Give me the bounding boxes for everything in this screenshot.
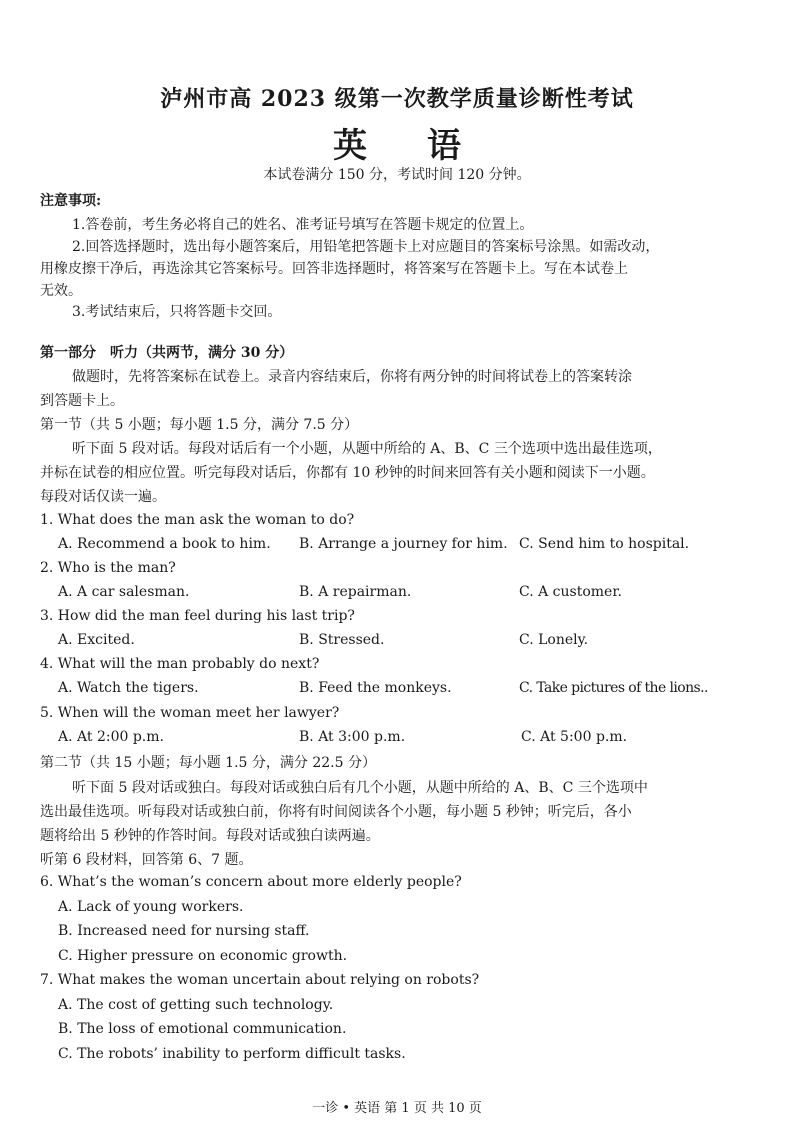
notice-item-2-line-3: 无效。 bbox=[40, 283, 82, 299]
subject-title: 英语 bbox=[333, 126, 521, 166]
section1-line-3: 每段对话仅读一遍。 bbox=[40, 489, 166, 505]
question-2-option-c: C. A customer. bbox=[519, 584, 622, 600]
notice-item-3: 3.考试结束后，只将答题卡交回。 bbox=[72, 304, 282, 320]
question-5-option-a: A. At 2:00 p.m. bbox=[58, 729, 164, 745]
page-footer: 一诊 • 英语 第 1 页 共 10 页 bbox=[312, 1101, 482, 1116]
notice-item-1: 1.答卷前，考生务必将自己的姓名、准考证号填写在答题卡规定的位置上。 bbox=[72, 217, 534, 233]
question-5-stem: 5. When will the woman meet her lawyer? bbox=[40, 705, 340, 721]
question-6-option-a: A. Lack of young workers. bbox=[58, 899, 244, 915]
question-3-option-c: C. Lonely. bbox=[519, 632, 589, 648]
exam-info: 本试卷满分 150 分，考试时间 120 分钟。 bbox=[263, 167, 531, 183]
section2-line-3: 题将给出 5 秒钟的作答时间。每段对话或独白读两遍。 bbox=[40, 828, 380, 844]
question-1-option-b: B. Arrange a journey for him. bbox=[299, 536, 508, 552]
exam-title: 泸州市高 2023 级第一次教学质量诊断性考试 bbox=[160, 86, 634, 112]
notice-item-2-line-1: 2.回答选择题时，选出每小题答案后，用铅笔把答题卡上对应题目的答案标号涂黑。如需改动， bbox=[72, 239, 660, 255]
question-1-option-c: C. Send him to hospital. bbox=[519, 536, 690, 552]
section1-line-1: 听下面 5 段对话。每段对话后有一个小题，从题中所给的 A、B、C 三个选项中选出最佳选项， bbox=[72, 441, 662, 457]
part1-intro-line-1: 做题时，先将答案标在试卷上。录音内容结束后，你将有两分钟的时间将试卷上的答案转涂 bbox=[72, 369, 632, 385]
question-3-option-b: B. Stressed. bbox=[299, 632, 385, 648]
part1-intro-line-2: 到答题卡上。 bbox=[40, 393, 124, 409]
question-5-option-b: B. At 3:00 p.m. bbox=[299, 729, 406, 745]
question-7-option-a: A. The cost of getting such technology. bbox=[58, 997, 334, 1013]
question-5-option-c: C. At 5:00 p.m. bbox=[521, 729, 628, 745]
notice-heading: 注意事项: bbox=[40, 193, 102, 209]
question-7-stem: 7. What makes the woman uncertain about relying on robots? bbox=[40, 972, 480, 988]
question-6-option-b: B. Increased need for nursing staff. bbox=[58, 923, 310, 939]
question-1-option-a: A. Recommend a book to him. bbox=[58, 536, 271, 552]
section2-line-1: 听下面 5 段对话或独白。每段对话或独白后有几个小题，从题中所给的 A、B、C 三个选项中 bbox=[72, 780, 648, 796]
section2-heading: 第二节（共 15 小题；每小题 1.5 分，满分 22.5 分） bbox=[40, 755, 376, 771]
section1-heading: 第一节（共 5 小题；每小题 1.5 分，满分 7.5 分） bbox=[40, 417, 359, 433]
question-4-option-a: A. Watch the tigers. bbox=[58, 680, 199, 696]
question-2-stem: 2. Who is the man? bbox=[40, 560, 176, 576]
question-1-stem: 1. What does the man ask the woman to do? bbox=[40, 512, 355, 528]
section1-line-2: 并标在试卷的相应位置。听完每段对话后，你都有 10 秒钟的时间来回答有关小题和阅读下一小题。 bbox=[40, 465, 655, 481]
section2-line-2: 选出最佳选项。听每段对话或独白前，你将有时间阅读各个小题，每小题 5 秒钟；听完后，各小 bbox=[40, 804, 632, 820]
notice-item-2-line-2: 用橡皮擦干净后，再选涂其它答案标号。回答非选择题时，将答案写在答题卡上。写在本试卷上 bbox=[40, 261, 628, 277]
question-6-stem: 6. What’s the woman’s concern about more elderly people? bbox=[40, 874, 462, 890]
question-6-option-c: C. Higher pressure on economic growth. bbox=[58, 948, 348, 964]
question-3-stem: 3. How did the man feel during his last trip? bbox=[40, 608, 355, 624]
section2-material: 听第 6 段材料，回答第 6、7 题。 bbox=[40, 852, 253, 868]
question-2-option-a: A. A car salesman. bbox=[58, 584, 190, 600]
question-4-option-b: B. Feed the monkeys. bbox=[299, 680, 452, 696]
question-7-option-c: C. The robots’ inability to perform difficult tasks. bbox=[58, 1046, 406, 1062]
question-2-option-b: B. A repairman. bbox=[299, 584, 412, 600]
question-4-option-c: C. Take pictures of the lions.. bbox=[519, 680, 708, 696]
question-4-stem: 4. What will the man probably do next? bbox=[40, 656, 320, 672]
part1-heading: 第一部分 听力（共两节，满分 30 分） bbox=[40, 345, 294, 361]
question-7-option-b: B. The loss of emotional communication. bbox=[58, 1021, 347, 1037]
question-3-option-a: A. Excited. bbox=[58, 632, 135, 648]
